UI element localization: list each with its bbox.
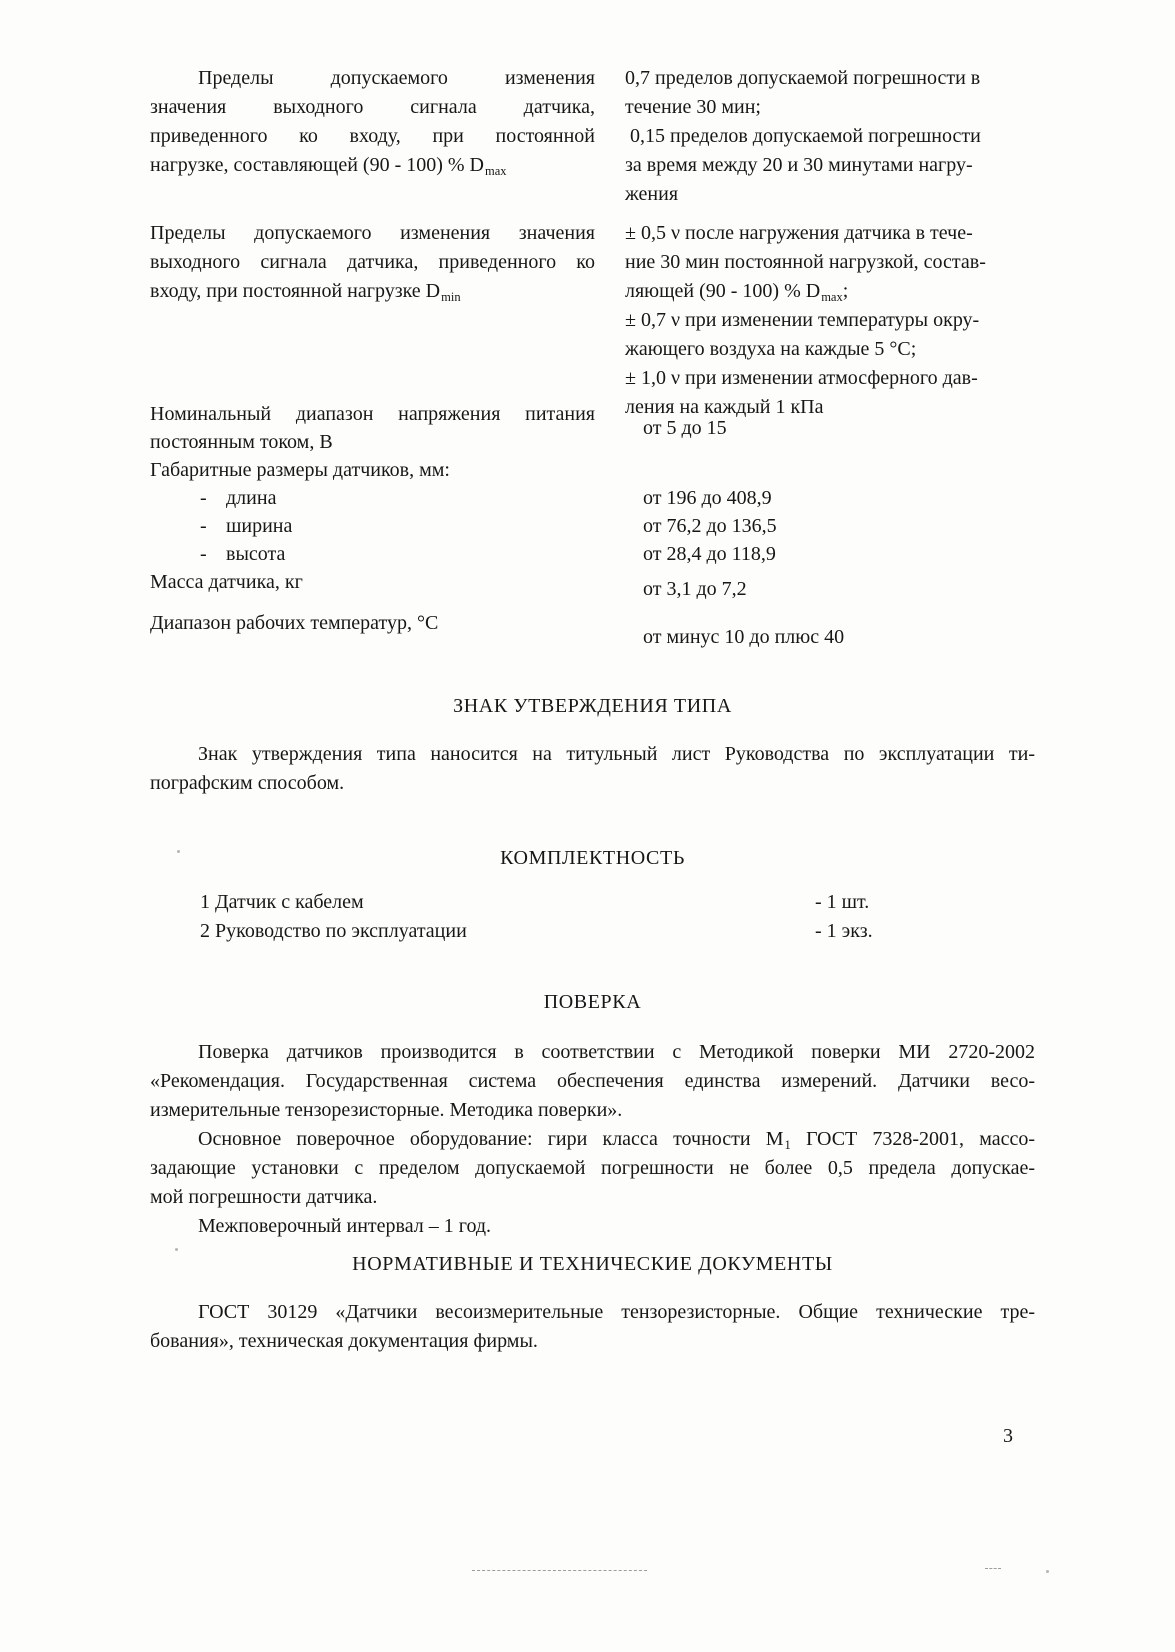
temperature-label: Диапазон рабочих температур, °С bbox=[150, 612, 439, 634]
text-segment: Основное поверочное оборудование: гири класса точности М bbox=[198, 1128, 784, 1150]
text-line bbox=[150, 1125, 1035, 1154]
dimension-name: ширина bbox=[226, 515, 293, 537]
spec-value-cell bbox=[625, 609, 1035, 651]
scan-speck bbox=[177, 850, 180, 853]
type-approval-paragraph bbox=[150, 740, 1035, 798]
text-segment: ; bbox=[842, 280, 849, 302]
verification-interval-line: Межповерочный интервал – 1 год. bbox=[198, 1215, 492, 1237]
text-line: 0,7 пределов допускаемой погрешности в bbox=[625, 67, 981, 89]
text-line: Поверка датчиков производится в соответствии с Методикой поверки МИ 2720-2002 bbox=[198, 1041, 1035, 1063]
spec-row-width bbox=[150, 512, 1035, 540]
spec-label-cell bbox=[150, 568, 595, 603]
text-line: ГОСТ 30129 «Датчики весоизмерительные тензорезисторные. Общие технические тре- bbox=[198, 1301, 1035, 1323]
text-line: ления на каждый 1 кПа bbox=[625, 396, 824, 418]
subscript-dmax: max bbox=[821, 290, 843, 304]
spec-value-cell bbox=[625, 219, 1035, 422]
spec-value-cell bbox=[625, 484, 1035, 512]
text-line: ние 30 мин постоянной нагрузкой, состав- bbox=[625, 251, 986, 273]
section-title-verification: ПОВЕРКА bbox=[543, 991, 642, 1013]
text-line: значения выходного сигнала датчика, bbox=[150, 96, 595, 118]
spec-row-length bbox=[150, 484, 1035, 512]
text-line: приведенного ко входу, при постоянной bbox=[150, 125, 595, 147]
dimensions-label: Габаритные размеры датчиков, мм: bbox=[150, 459, 450, 481]
text-line: выходного сигнала датчика, приведенного ко bbox=[150, 251, 595, 273]
text-line: жения bbox=[625, 183, 679, 205]
text-line: за время между 20 и 30 минутами нагру- bbox=[625, 154, 973, 176]
dimension-name: длина bbox=[226, 487, 277, 509]
spec-value-cell bbox=[625, 400, 1035, 456]
text-line: постоянным током, В bbox=[150, 431, 333, 453]
text-line: «Рекомендация. Государственная система обеспечения единства измерений. Датчики весо- bbox=[150, 1070, 1035, 1092]
spec-row-height bbox=[150, 540, 1035, 568]
verification-paragraphs bbox=[150, 1038, 1035, 1241]
spec-row-supply-voltage bbox=[150, 400, 1035, 456]
height-value: от 28,4 до 118,9 bbox=[643, 543, 776, 565]
spec-label-cell bbox=[150, 400, 595, 456]
text-line: 0,15 пределов допускаемой погрешности bbox=[630, 125, 981, 147]
spec-label-cell bbox=[150, 456, 595, 484]
spec-row-load-change-dmin bbox=[150, 219, 1035, 422]
spec-row-temperature bbox=[150, 609, 1035, 651]
spec-label-cell bbox=[150, 609, 595, 651]
spec-row-mass bbox=[150, 568, 1035, 603]
text-line: задающие установки с пределом допускаемой погрешности не более 0,5 предела допускае- bbox=[150, 1157, 1035, 1179]
subscript-dmin: min bbox=[441, 290, 461, 304]
text-line: жающего воздуха на каждые 5 °С; bbox=[625, 338, 917, 360]
scan-artifact-mark bbox=[985, 1568, 1001, 1569]
text-line bbox=[200, 512, 595, 540]
scan-artifact-line bbox=[472, 1570, 647, 1571]
list-dash: - bbox=[200, 515, 207, 537]
text-segment: ляющей (90 - 100) % D bbox=[625, 280, 821, 302]
width-value: от 76,2 до 136,5 bbox=[643, 515, 777, 537]
text-line: Номинальный диапазон напряжения питания bbox=[150, 403, 595, 425]
text-line: ± 1,0 ν при изменении атмосферного дав- bbox=[625, 367, 978, 389]
text-line: течение 30 мин; bbox=[625, 96, 761, 118]
list-dash: - bbox=[200, 487, 207, 509]
list-item bbox=[150, 888, 1035, 917]
text-line bbox=[200, 484, 595, 512]
completeness-item-qty: - 1 экз. bbox=[815, 920, 873, 942]
dimension-item bbox=[150, 540, 595, 568]
text-line bbox=[625, 277, 1035, 306]
spec-label-cell bbox=[150, 219, 595, 422]
mass-value: от 3,1 до 7,2 bbox=[643, 578, 747, 600]
spec-value-cell bbox=[625, 512, 1035, 540]
mass-label: Масса датчика, кг bbox=[150, 571, 303, 593]
spec-table-bottom bbox=[150, 400, 1035, 651]
spec-value-cell bbox=[625, 568, 1035, 603]
text-line: пографским способом. bbox=[150, 772, 345, 794]
text-line: измерительные тензорезисторные. Методика поверки». bbox=[150, 1099, 623, 1121]
text-line bbox=[150, 277, 595, 306]
length-value: от 196 до 408,9 bbox=[643, 487, 772, 509]
text-segment: ГОСТ 7328-2001, массо- bbox=[790, 1128, 1036, 1150]
dimension-item bbox=[150, 484, 595, 512]
section-title-normative-documents: НОРМАТИВНЫЕ И ТЕХНИЧЕСКИЕ ДОКУМЕНТЫ bbox=[352, 1253, 833, 1275]
list-item bbox=[150, 917, 1035, 946]
page-number: 3 bbox=[1003, 1425, 1013, 1447]
text-line: Пределы допускаемого изменения значения bbox=[150, 222, 595, 244]
list-dash: - bbox=[200, 543, 207, 565]
section-title-type-approval-mark: ЗНАК УТВЕРЖДЕНИЯ ТИПА bbox=[453, 695, 732, 717]
completeness-list bbox=[150, 888, 1035, 946]
text-segment: нагрузке, составляющей (90 - 100) % D bbox=[150, 154, 484, 176]
scan-speck bbox=[1046, 1570, 1049, 1573]
scan-speck bbox=[175, 1248, 178, 1251]
spec-row-dimensions-label bbox=[150, 456, 1035, 484]
text-line: ± 0,7 ν при изменении температуры окру- bbox=[625, 309, 980, 331]
dimension-name: высота bbox=[226, 543, 286, 565]
text-line bbox=[150, 151, 595, 180]
subscript-dmax: max bbox=[485, 164, 507, 178]
spec-row-load-change-dmax bbox=[150, 64, 1035, 209]
spec-value-cell bbox=[625, 64, 1035, 209]
spec-value-cell bbox=[625, 456, 1035, 484]
text-line: ± 0,5 ν после нагружения датчика в тече- bbox=[625, 222, 973, 244]
supply-voltage-value: от 5 до 15 bbox=[643, 417, 727, 439]
text-line: Знак утверждения типа наносится на титульный лист Руководства по эксплуатации ти- bbox=[198, 743, 1035, 765]
section-title-completeness: КОМПЛЕКТНОСТЬ bbox=[500, 847, 685, 869]
completeness-item-qty: - 1 шт. bbox=[815, 891, 870, 913]
temperature-value: от минус 10 до плюс 40 bbox=[643, 626, 845, 648]
subscript-m1: 1 bbox=[784, 1138, 791, 1152]
dimension-item bbox=[150, 512, 595, 540]
text-line: Пределы допускаемого изменения bbox=[198, 67, 595, 89]
normative-paragraph bbox=[150, 1298, 1035, 1356]
text-line: мой погрешности датчика. bbox=[150, 1186, 378, 1208]
spec-value-cell bbox=[625, 540, 1035, 568]
completeness-item-name: 2 Руководство по эксплуатации bbox=[200, 920, 467, 942]
spec-label-cell bbox=[150, 64, 595, 209]
text-line bbox=[200, 540, 595, 568]
text-segment: входу, при постоянной нагрузке D bbox=[150, 280, 441, 302]
text-line: бования», техническая документация фирмы. bbox=[150, 1330, 538, 1352]
completeness-item-name: 1 Датчик с кабелем bbox=[200, 891, 364, 913]
